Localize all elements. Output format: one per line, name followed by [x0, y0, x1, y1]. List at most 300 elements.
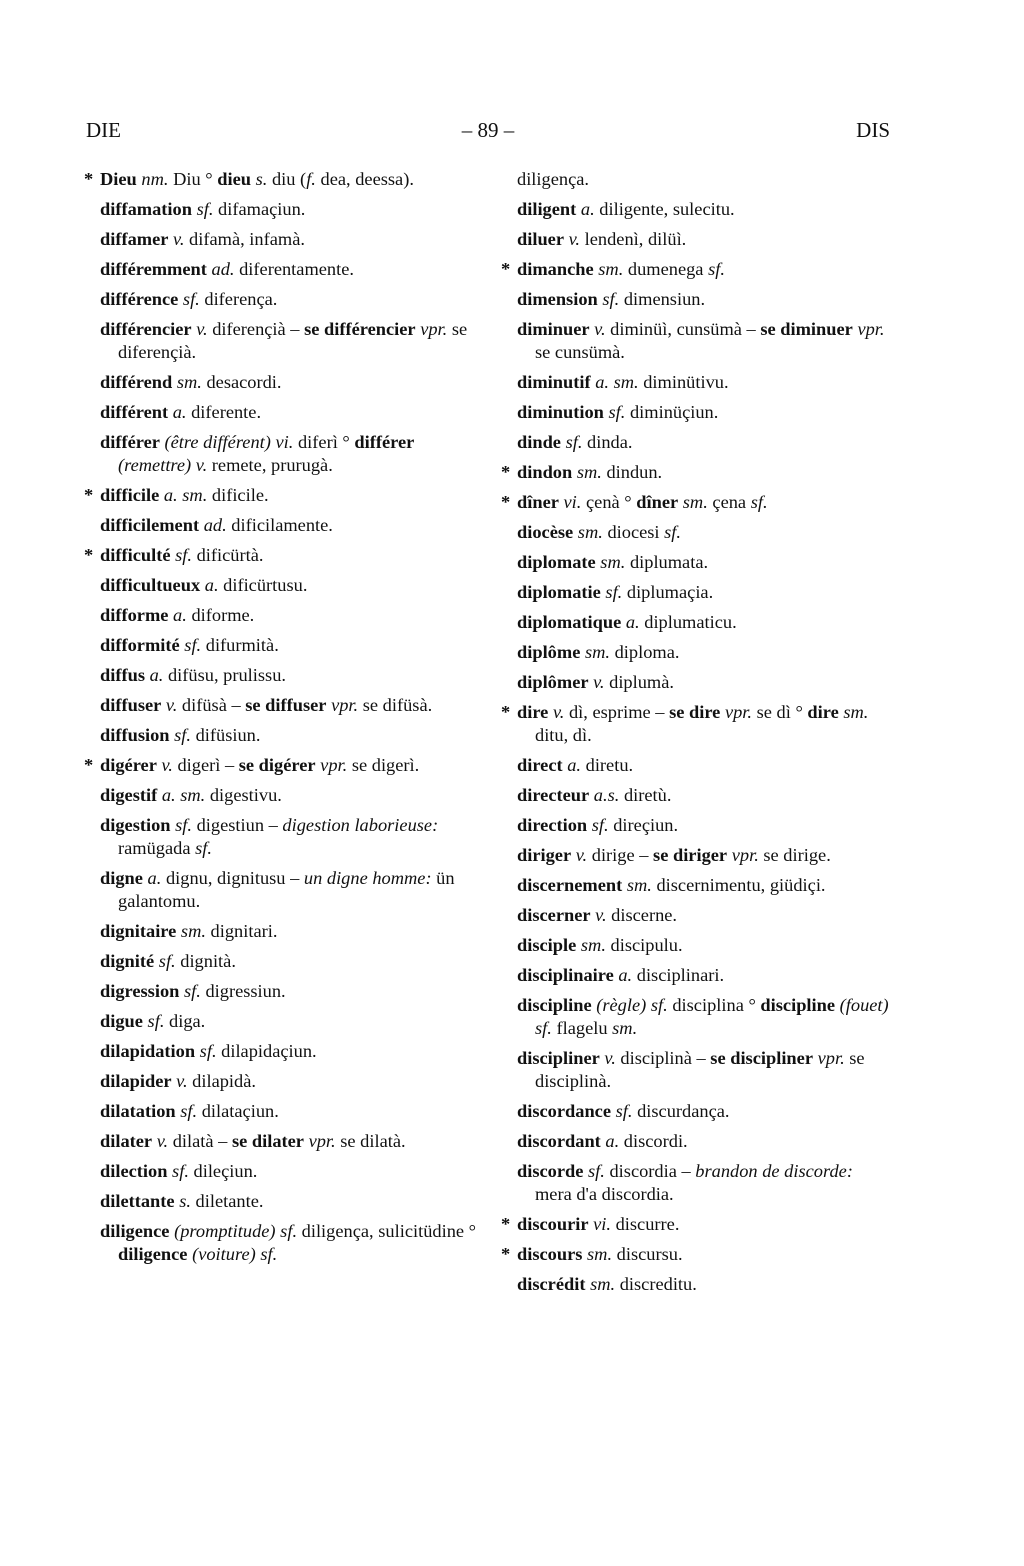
- headword: direction: [517, 815, 588, 835]
- part-of-speech: sf.: [195, 838, 212, 858]
- part-of-speech: sf.: [615, 1101, 633, 1121]
- headword: dindon: [517, 462, 573, 482]
- translation: lendenì, dilüì.: [580, 229, 687, 249]
- part-of-speech: vpr.: [731, 845, 759, 865]
- translation: dilatà –: [168, 1131, 232, 1151]
- translation: difamaçiun.: [213, 199, 306, 219]
- part-of-speech: sf.: [147, 1011, 165, 1031]
- gloss: un digne homme:: [303, 868, 432, 888]
- dictionary-entry: [84, 168, 478, 191]
- translation: se dì: [752, 702, 796, 722]
- headword: se dilater: [231, 1131, 304, 1151]
- headword: discipliner: [517, 1048, 600, 1068]
- headword: se diffuser: [245, 695, 327, 715]
- headword: difficile: [100, 485, 160, 505]
- headword: se diminuer: [760, 319, 853, 339]
- part-of-speech: sm.: [626, 875, 652, 895]
- asterisk-mark: *: [501, 1244, 511, 1264]
- dictionary-entry: [501, 701, 893, 747]
- part-of-speech: sm.: [590, 1274, 616, 1294]
- dictionary-entry: [501, 1243, 893, 1266]
- dictionary-entry: [517, 401, 893, 424]
- headword: dieu: [217, 169, 251, 189]
- dictionary-entry: [100, 574, 478, 597]
- separator-mark: °: [748, 995, 756, 1015]
- dictionary-entry: [100, 694, 478, 717]
- part-of-speech: a. sm.: [161, 785, 206, 805]
- headword: se diriger: [653, 845, 728, 865]
- translation: diploma.: [610, 642, 680, 662]
- translation: dificile.: [207, 485, 269, 505]
- dictionary-entry: [100, 1010, 478, 1033]
- translation: discordi.: [619, 1131, 688, 1151]
- headword: différent: [100, 402, 169, 422]
- dictionary-entry: [100, 1160, 478, 1183]
- part-of-speech: ad.: [203, 515, 227, 535]
- headword: difficultueux: [100, 575, 201, 595]
- translation: diplumaçia.: [622, 582, 714, 602]
- headword: digression: [100, 981, 180, 1001]
- headword: dire: [807, 702, 839, 722]
- dictionary-entry: [100, 258, 478, 281]
- part-of-speech: vi.: [593, 1214, 611, 1234]
- translation: diminüì, cunsümà –: [605, 319, 761, 339]
- headword: discours: [517, 1244, 583, 1264]
- translation: diminütivu.: [638, 372, 729, 392]
- dictionary-entry: [84, 544, 478, 567]
- headword: dinde: [517, 432, 561, 452]
- headword: diminutif: [517, 372, 591, 392]
- translation: discipulu.: [605, 935, 683, 955]
- part-of-speech: vpr.: [724, 702, 753, 722]
- dictionary-entry: [517, 371, 893, 394]
- part-of-speech: v.: [196, 319, 208, 339]
- gloss: (règle): [596, 995, 647, 1015]
- gloss: digestion laborieuse:: [282, 815, 439, 835]
- headword: difforme: [100, 605, 169, 625]
- part-of-speech: sf.: [199, 1041, 217, 1061]
- headword: différend: [100, 372, 173, 392]
- translation: diminüçiun.: [625, 402, 719, 422]
- part-of-speech: sf.: [535, 1018, 552, 1038]
- translation: diferì: [293, 432, 343, 452]
- translation: disciplina: [667, 995, 749, 1015]
- headword: se différencier: [304, 319, 416, 339]
- part-of-speech: sf.: [750, 492, 768, 512]
- headword: diriger: [517, 845, 572, 865]
- part-of-speech: sf.: [650, 995, 668, 1015]
- translation: mera d'a discordia.: [535, 1184, 674, 1204]
- translation: diletante.: [190, 1191, 264, 1211]
- headword: diminution: [517, 402, 604, 422]
- headword: dilapider: [100, 1071, 172, 1091]
- dictionary-entry: [501, 1213, 893, 1236]
- translation: diga.: [164, 1011, 206, 1031]
- dictionary-entry: [517, 874, 893, 897]
- gloss: brandon de discorde:: [695, 1161, 853, 1181]
- dictionary-entry: [84, 484, 478, 507]
- right-column: [501, 168, 893, 1303]
- headword: diminuer: [517, 319, 590, 339]
- translation: dì, esprime –: [564, 702, 670, 722]
- translation: dignità.: [175, 951, 236, 971]
- part-of-speech: sf.: [184, 635, 202, 655]
- translation: difurmità.: [201, 635, 279, 655]
- headword: diffamation: [100, 199, 192, 219]
- translation: digressiun.: [200, 981, 286, 1001]
- part-of-speech: sm.: [580, 935, 606, 955]
- headword: différence: [100, 289, 179, 309]
- separator-mark: °: [205, 169, 213, 189]
- translation: diferentamente.: [234, 259, 354, 279]
- translation: diplumata.: [625, 552, 709, 572]
- translation: se dirige.: [758, 845, 831, 865]
- part-of-speech: v.: [604, 1048, 616, 1068]
- dictionary-entry: [517, 228, 893, 251]
- headword: se digérer: [238, 755, 316, 775]
- part-of-speech: v.: [161, 755, 173, 775]
- headword: dimension: [517, 289, 598, 309]
- part-of-speech: v.: [595, 905, 607, 925]
- dictionary-entry: [100, 288, 478, 311]
- part-of-speech: sf.: [172, 1161, 189, 1181]
- translation: diligente, sulecitu.: [594, 199, 735, 219]
- part-of-speech: sf.: [180, 1101, 198, 1121]
- headword: diluer: [517, 229, 565, 249]
- dictionary-entry: [517, 198, 893, 221]
- headword: diplomatie: [517, 582, 601, 602]
- translation: Diu: [168, 169, 206, 189]
- headword: digérer: [100, 755, 157, 775]
- part-of-speech: vpr.: [817, 1048, 845, 1068]
- translation: diferente.: [186, 402, 262, 422]
- headword: difformité: [100, 635, 180, 655]
- translation: digerì –: [172, 755, 239, 775]
- dictionary-entry: [100, 920, 478, 943]
- headword: diplomatique: [517, 612, 622, 632]
- headword: se discipliner: [710, 1048, 813, 1068]
- header-right-guideword: DIS: [856, 118, 890, 142]
- part-of-speech: a.: [172, 402, 187, 422]
- part-of-speech: a.: [173, 605, 187, 625]
- translation: discordia –: [604, 1161, 696, 1181]
- translation: digestiun –: [192, 815, 283, 835]
- headword: dîner: [517, 492, 559, 512]
- headword: diligence: [118, 1244, 188, 1264]
- dictionary-entry: [517, 611, 893, 634]
- headword: discipline: [760, 995, 836, 1015]
- translation: discerne.: [606, 905, 678, 925]
- dictionary-entry: [517, 521, 893, 544]
- headword: diplômer: [517, 672, 589, 692]
- translation: diforme.: [186, 605, 255, 625]
- dictionary-entry: [517, 641, 893, 664]
- translation: diplumaticu.: [639, 612, 737, 632]
- headword: direct: [517, 755, 563, 775]
- part-of-speech: a.: [618, 965, 633, 985]
- dictionary-entry: [517, 671, 893, 694]
- dictionary-entry: [517, 904, 893, 927]
- translation: discurdança.: [632, 1101, 730, 1121]
- part-of-speech: nm.: [141, 169, 169, 189]
- dictionary-entry: [100, 1130, 478, 1153]
- dictionary-entry: [501, 258, 893, 281]
- dictionary-entry: [100, 950, 478, 973]
- dictionary-entry: [84, 754, 478, 777]
- dictionary-entry: [100, 1220, 478, 1266]
- translation: dificürtusu.: [218, 575, 308, 595]
- headword: diligent: [517, 199, 577, 219]
- translation: difüsiun.: [191, 725, 261, 745]
- headword: discourir: [517, 1214, 589, 1234]
- gloss: (être différent): [164, 432, 271, 452]
- part-of-speech: v.: [575, 845, 588, 865]
- headword: discorde: [517, 1161, 584, 1181]
- part-of-speech: sm.: [843, 702, 869, 722]
- dictionary-entry: [100, 198, 478, 221]
- headword: différencier: [100, 319, 192, 339]
- translation: dificilamente.: [226, 515, 333, 535]
- dictionary-entry: [100, 401, 478, 424]
- headword: diocèse: [517, 522, 574, 542]
- translation: ün galantomu.: [118, 868, 455, 911]
- headword: dire: [517, 702, 549, 722]
- dictionary-entry: [100, 1190, 478, 1213]
- page-number: – 89 –: [461, 118, 515, 142]
- translation: se disciplinà.: [535, 1048, 865, 1091]
- part-of-speech: vpr.: [320, 755, 348, 775]
- translation: diferençià –: [207, 319, 305, 339]
- gloss: (fouet): [839, 995, 889, 1015]
- part-of-speech: vpr.: [857, 319, 885, 339]
- part-of-speech: sf.: [196, 199, 214, 219]
- dictionary-entry: [517, 431, 893, 454]
- headword: disciple: [517, 935, 577, 955]
- dictionary-entry: [100, 814, 478, 860]
- dictionary-entry: [517, 934, 893, 957]
- gloss: (remettre): [118, 455, 192, 475]
- part-of-speech: sm.: [577, 522, 603, 542]
- translation: diligença, sulicitüdine: [297, 1221, 469, 1241]
- part-of-speech: a.: [605, 1131, 620, 1151]
- translation: flagelu: [551, 1018, 613, 1038]
- translation: diu (: [267, 169, 307, 189]
- part-of-speech: a.: [204, 575, 219, 595]
- headword: diffamer: [100, 229, 169, 249]
- entry-continuation: [517, 168, 893, 191]
- dictionary-entry: [517, 581, 893, 604]
- asterisk-mark: *: [501, 462, 511, 482]
- dictionary-entry: [100, 228, 478, 251]
- headword: dignité: [100, 951, 155, 971]
- separator-mark: °: [342, 432, 350, 452]
- dictionary-entry: [501, 491, 893, 514]
- part-of-speech: vi.: [563, 492, 582, 512]
- part-of-speech: sm.: [584, 642, 611, 662]
- translation: diplumà.: [604, 672, 674, 692]
- translation: desacordi.: [201, 372, 282, 392]
- dictionary-entry: [517, 1160, 893, 1206]
- dictionary-entry: [100, 431, 478, 477]
- dictionary-entry: [100, 634, 478, 657]
- asterisk-mark: *: [501, 492, 511, 512]
- headword: discordant: [517, 1131, 601, 1151]
- part-of-speech: sf.: [602, 289, 620, 309]
- part-of-speech: s.: [179, 1191, 191, 1211]
- dictionary-entry: [100, 604, 478, 627]
- dictionary-entry: [517, 754, 893, 777]
- headword: différemment: [100, 259, 207, 279]
- dictionary-entry: [517, 288, 893, 311]
- dictionary-entry: [100, 371, 478, 394]
- translation: dindun.: [601, 462, 663, 482]
- separator-mark: °: [624, 492, 632, 512]
- header-left-guideword: DIE: [86, 118, 121, 142]
- part-of-speech: a.: [580, 199, 595, 219]
- dictionary-entry: [100, 664, 478, 687]
- part-of-speech: v.: [195, 455, 208, 475]
- headword: dilection: [100, 1161, 168, 1181]
- translation: se dilatà.: [335, 1131, 406, 1151]
- part-of-speech: sf.: [174, 725, 191, 745]
- headword: dilatation: [100, 1101, 176, 1121]
- part-of-speech: sm.: [176, 372, 202, 392]
- headword: diffus: [100, 665, 145, 685]
- asterisk-mark: *: [84, 169, 94, 189]
- headword: digestion: [100, 815, 171, 835]
- dictionary-entry: [517, 994, 893, 1040]
- headword: discipline: [517, 995, 592, 1015]
- part-of-speech: sm.: [587, 1244, 613, 1264]
- translation: se diferençià.: [118, 319, 468, 362]
- dictionary-entry: [517, 964, 893, 987]
- translation: dilataçiun.: [197, 1101, 279, 1121]
- part-of-speech: sf.: [664, 522, 682, 542]
- headword: discordance: [517, 1101, 611, 1121]
- part-of-speech: a.: [147, 868, 162, 888]
- headword: discrédit: [517, 1274, 586, 1294]
- headword: discerner: [517, 905, 591, 925]
- part-of-speech: sf.: [565, 432, 583, 452]
- translation: direçiun.: [608, 815, 679, 835]
- part-of-speech: s.: [255, 169, 268, 189]
- part-of-speech: sf.: [260, 1244, 278, 1264]
- headword: diplôme: [517, 642, 581, 662]
- part-of-speech: sf.: [280, 1221, 298, 1241]
- part-of-speech: a. sm.: [163, 485, 208, 505]
- translation: çenà: [581, 492, 625, 512]
- translation: diretù.: [619, 785, 672, 805]
- translation: difüsu, prulissu.: [163, 665, 287, 685]
- dictionary-entry: [100, 980, 478, 1003]
- part-of-speech: sm.: [598, 259, 624, 279]
- part-of-speech: sm.: [600, 552, 626, 572]
- headword: Dieu: [100, 169, 137, 189]
- part-of-speech: f.: [306, 169, 316, 189]
- translation: diocesi: [602, 522, 665, 542]
- translation: disciplinà –: [615, 1048, 711, 1068]
- gloss: (voiture): [192, 1244, 256, 1264]
- part-of-speech: sm.: [180, 921, 206, 941]
- part-of-speech: v.: [552, 702, 565, 722]
- translation: dirige –: [587, 845, 654, 865]
- dictionary-entry: [517, 844, 893, 867]
- translation: dignitari.: [205, 921, 278, 941]
- part-of-speech: sf.: [175, 545, 192, 565]
- dictionary-entry: [517, 1273, 893, 1296]
- asterisk-mark: *: [84, 755, 94, 775]
- asterisk-mark: *: [84, 545, 94, 565]
- part-of-speech: v.: [165, 695, 178, 715]
- headword: dilettante: [100, 1191, 175, 1211]
- headword: dilapidation: [100, 1041, 196, 1061]
- dictionary-entry: [100, 784, 478, 807]
- part-of-speech: ad.: [211, 259, 235, 279]
- translation: dimensiun.: [619, 289, 706, 309]
- dictionary-entry: [100, 514, 478, 537]
- part-of-speech: sf.: [608, 402, 626, 422]
- translation: diferença.: [199, 289, 278, 309]
- part-of-speech: v.: [156, 1131, 169, 1151]
- translation: dileçiun.: [188, 1161, 258, 1181]
- part-of-speech: vpr.: [308, 1131, 336, 1151]
- part-of-speech: v.: [176, 1071, 188, 1091]
- translation: difüsà –: [177, 695, 246, 715]
- headword: difficulté: [100, 545, 171, 565]
- headword: digue: [100, 1011, 143, 1031]
- part-of-speech: sf.: [708, 259, 725, 279]
- dictionary-entry: [501, 461, 893, 484]
- part-of-speech: sm.: [682, 492, 708, 512]
- headword: dignitaire: [100, 921, 177, 941]
- part-of-speech: a.: [567, 755, 582, 775]
- translation: se difüsà.: [358, 695, 433, 715]
- part-of-speech: sf.: [182, 289, 200, 309]
- dictionary-entry: [100, 867, 478, 913]
- part-of-speech: sf.: [175, 815, 192, 835]
- translation: disciplinari.: [632, 965, 725, 985]
- translation: dumenega: [623, 259, 709, 279]
- left-column: [84, 168, 478, 1273]
- dictionary-entry: [517, 814, 893, 837]
- translation: diretu.: [581, 755, 634, 775]
- translation: dinda.: [582, 432, 633, 452]
- dictionary-entry: [100, 318, 478, 364]
- translation: digestivu.: [205, 785, 282, 805]
- translation: discursu.: [612, 1244, 683, 1264]
- dictionary-entry: [517, 1047, 893, 1093]
- asterisk-mark: *: [501, 702, 511, 722]
- translation: ramügada: [118, 838, 196, 858]
- translation: ditu, dì.: [535, 725, 592, 745]
- part-of-speech: a.: [149, 665, 164, 685]
- part-of-speech: v.: [593, 672, 605, 692]
- headword: dîner: [636, 492, 679, 512]
- headword: dimanche: [517, 259, 594, 279]
- dictionary-entry: [517, 551, 893, 574]
- translation: dificürtà.: [191, 545, 264, 565]
- asterisk-mark: *: [501, 1214, 511, 1234]
- headword: dilater: [100, 1131, 153, 1151]
- part-of-speech: a.: [625, 612, 640, 632]
- headword: diffuser: [100, 695, 162, 715]
- translation: dilapidaçiun.: [216, 1041, 317, 1061]
- translation: dignu, dignitusu –: [161, 868, 304, 888]
- headword: discernement: [517, 875, 623, 895]
- part-of-speech: v.: [594, 319, 606, 339]
- part-of-speech: sf.: [605, 582, 623, 602]
- headword: différer: [100, 432, 160, 452]
